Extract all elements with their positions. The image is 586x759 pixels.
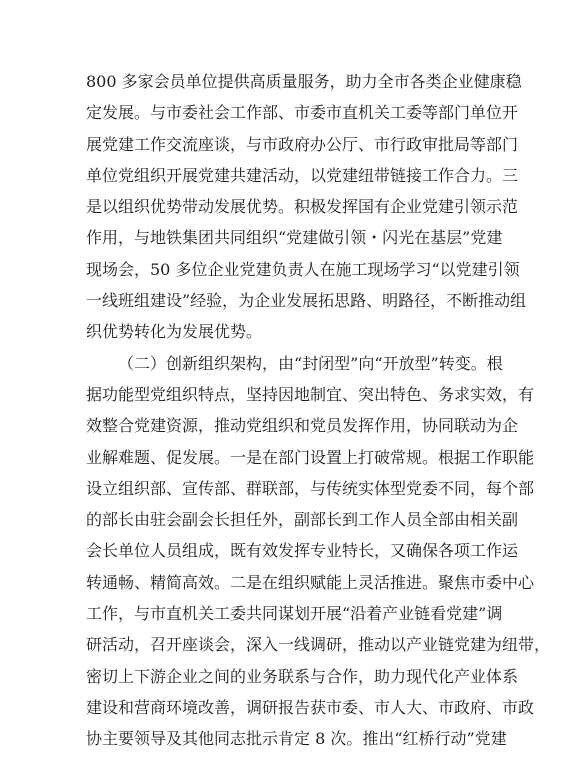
text-line: 研活动，召开座谈会，深入一线调研，推动以产业链党建为纽带， [86, 635, 551, 655]
text-line: 业解难题、促发展。一是在部门设置上打破常规。根据工作职能 [86, 447, 535, 467]
text-line: 现场会，50 多位企业党建负责人在施工现场学习“以党建引领 [86, 259, 520, 279]
section-heading-line: （二）创新组织架构，由“封闭型”向“开放型”转变。根 [118, 353, 503, 373]
text-line: 设立组织部、宣传部、群联部，与传统实体型党委不同，每个部 [86, 478, 535, 498]
text-line: 转通畅、精简高效。二是在组织赋能上灵活推进。聚焦市委中心 [86, 572, 535, 592]
text-line: 据功能型党组织特点，坚持因地制宜、突出特色、务求实效，有 [86, 384, 535, 404]
body-text [86, 66, 551, 755]
text-line: 的部长由驻会副会长担任外，副部长到工作人员全部由相关副 [86, 510, 519, 530]
text-line: 一线班组建设”经验，为企业发展拓思路、明路径，不断推动组 [86, 291, 527, 311]
text-line: 作用，与地铁集团共同组织“党建做引领・闪光在基层”党建 [86, 228, 503, 248]
text-line: 展党建工作交流座谈，与市政府办公厅、市行政审批局等部门 [86, 134, 519, 154]
text-line: 单位党组织开展党建共建活动，以党建纽带链接工作合力。三 [86, 165, 519, 185]
text-line: 是以组织优势带动发展优势。积极发挥国有企业党建引领示范 [86, 197, 519, 217]
text-line: 建设和营商环境改善，调研报告获市委、市人大、市政府、市政 [86, 697, 535, 717]
text-line: 会长单位人员组成，既有效发挥专业特长，又确保各项工作运 [86, 541, 519, 561]
text-line: 工作，与市直机关工委共同谋划开展“沿着产业链看党建”调 [86, 604, 503, 624]
paragraph-end-line: 织优势转化为发展优势。 [86, 322, 263, 342]
text-line: 定发展。与市委社会工作部、市委市直机关工委等部门单位开 [86, 103, 519, 123]
text-line: 800 多家会员单位提供高质量服务，助力全市各类企业健康稳 [86, 72, 522, 91]
text-line: 密切上下游企业之间的业务联系与合作，助力现代化产业体系 [86, 666, 519, 686]
text-line: 效整合党建资源，推动党组织和党员发挥作用，协同联动为企 [86, 416, 519, 436]
text-line: 协主要领导及其他同志批示肯定 8 次。推出“红桥行动”党建 [86, 729, 507, 749]
